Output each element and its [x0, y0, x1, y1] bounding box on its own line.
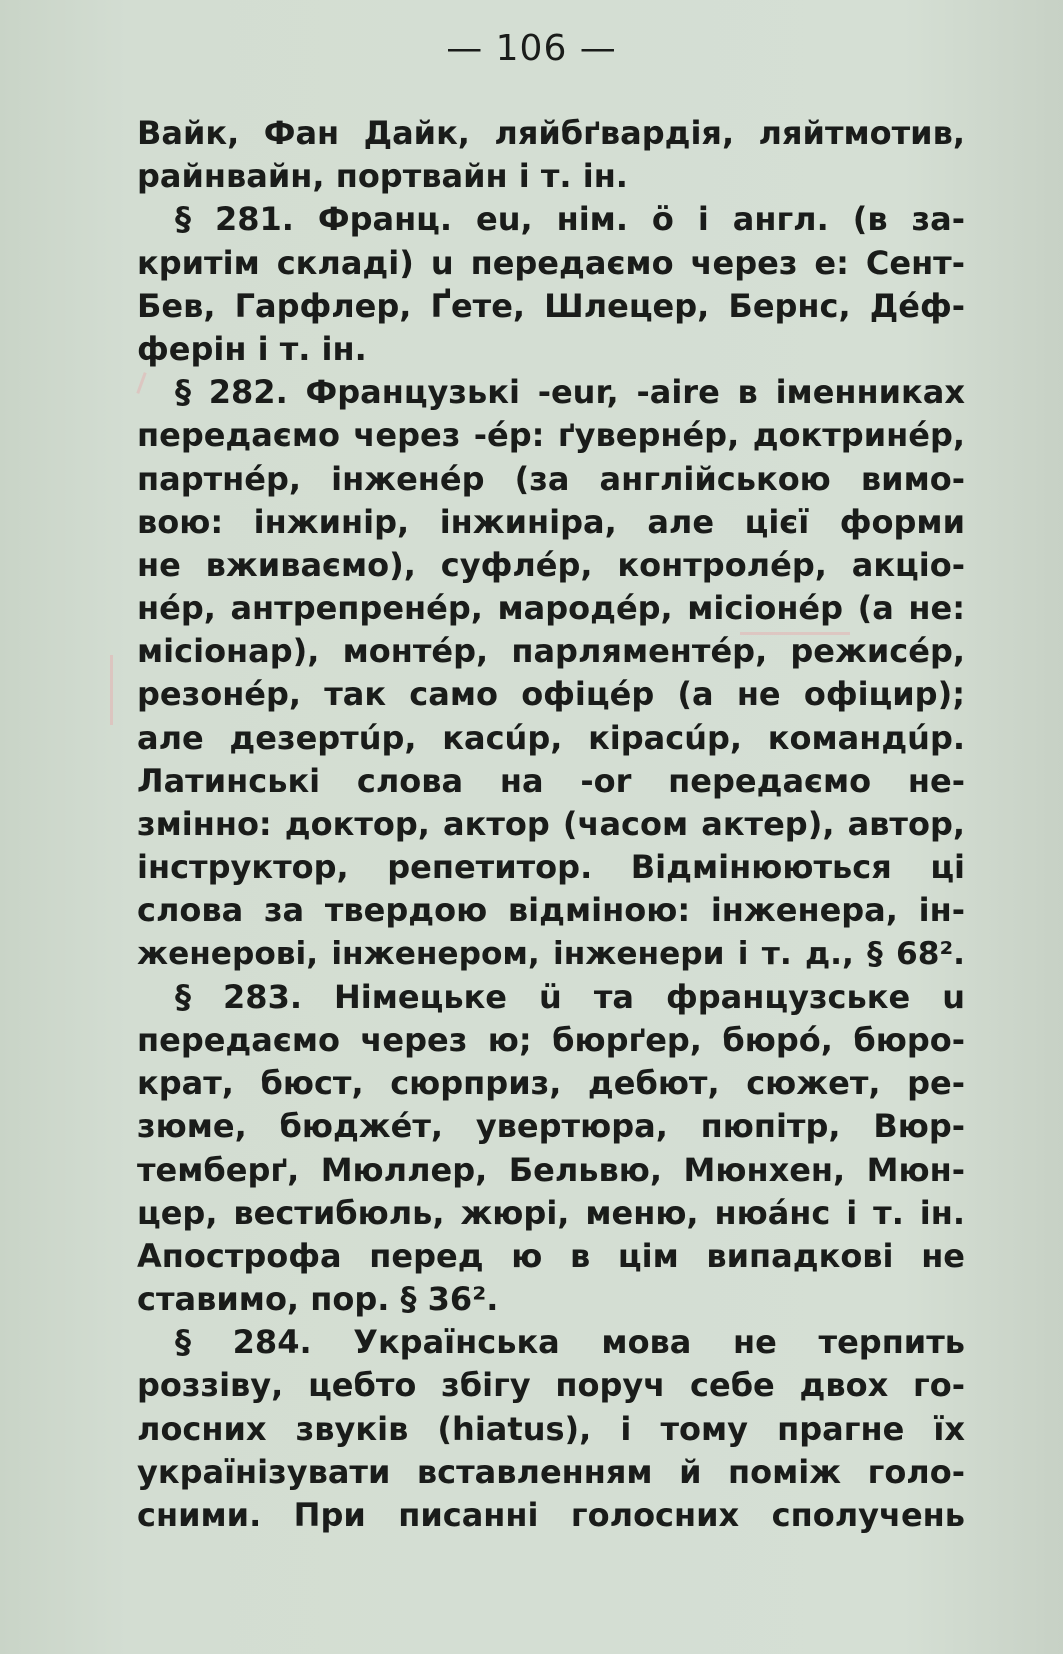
text-line: цер, вестибюль, жюрі, меню, нюáнс і т. ін.	[137, 1193, 965, 1232]
text-line: зюме, бюджéт, увертюра, пюпітр, Вюр-	[137, 1107, 965, 1146]
text-line: Бев, Гарфлер, Ґете, Шлецер, Бернс, Дéф-	[137, 286, 965, 325]
text-line: ферін і т. ін.	[137, 329, 367, 368]
page-number: — 106 —	[446, 28, 617, 69]
text-line: партнéр, інженéр (за англійською вимо-	[137, 459, 965, 498]
text-line: вою: інжинір, інжиніра, але цієї форми	[137, 502, 965, 541]
text-line: лосних звуків (hiatus), і тому прагне їх	[137, 1409, 965, 1448]
text-line: але дезертúр, касúр, кірасúр, командúр.	[137, 718, 965, 757]
text-line: слова за твердою відміною: інженера, ін-	[137, 891, 965, 930]
paragraph-284-start: § 284. Українська мова не терпить	[175, 1323, 965, 1362]
text-line: женерові, інженером, інженери і т. д., § 68².	[137, 935, 965, 972]
body-text	[137, 112, 965, 1537]
text-line: українізувати вставленням й поміж голо-	[137, 1452, 965, 1491]
text-line: райнвайн, портвайн і т. ін.	[137, 157, 628, 196]
text-line: Вайк, Фан Дайк, ляйбґвардія, ляйтмотив,	[137, 114, 965, 152]
text-line: ставимо, пор. § 36².	[137, 1280, 499, 1319]
paragraph-283-start: § 283. Німецьке ü та французське u	[175, 977, 965, 1016]
text-line: роззіву, цебто збігу поруч себе двох го-	[137, 1366, 965, 1405]
text-line: нéр, антрепренéр, мародéр, місіонéр (а не:	[137, 589, 965, 628]
text-line: змінно: доктор, актор (часом актер), автор,	[137, 805, 965, 843]
text-line: місіонар), монтéр, парляментéр, режисéр,	[137, 632, 965, 671]
text-line: передаємо через -éр: ґувернéр, доктринéр,	[137, 416, 965, 455]
paragraph-282-start: § 282. Французькі -eur, -aire в іменниках	[175, 373, 965, 412]
pencil-mark	[110, 655, 113, 725]
text-line: резонéр, так само офіцéр (а не офіцир);	[137, 675, 965, 714]
text-line: темберґ, Мюллер, Бельвю, Мюнхен, Мюн-	[137, 1150, 965, 1189]
text-line: передаємо через ю; бюрґер, бюрó, бюро-	[137, 1020, 965, 1059]
text-line: сними. При писанні голосних сполучень	[137, 1496, 965, 1534]
text-line: критім складі) u передаємо через е: Сент-	[137, 243, 965, 282]
paragraph-281-start: § 281. Франц. eu, нім. ö і англ. (в за-	[175, 200, 965, 239]
text-line: інструктор, репетитор. Відмінюються ці	[137, 848, 965, 887]
text-line: Апострофа перед ю в цім випадкові не	[137, 1236, 965, 1275]
text-line: не вживаємо), суфлéр, контролéр, акціо-	[137, 545, 965, 584]
text-line: Латинські слова на -or передаємо не-	[137, 761, 965, 800]
text-line: крат, бюст, сюрприз, дебют, сюжет, ре-	[137, 1064, 965, 1103]
